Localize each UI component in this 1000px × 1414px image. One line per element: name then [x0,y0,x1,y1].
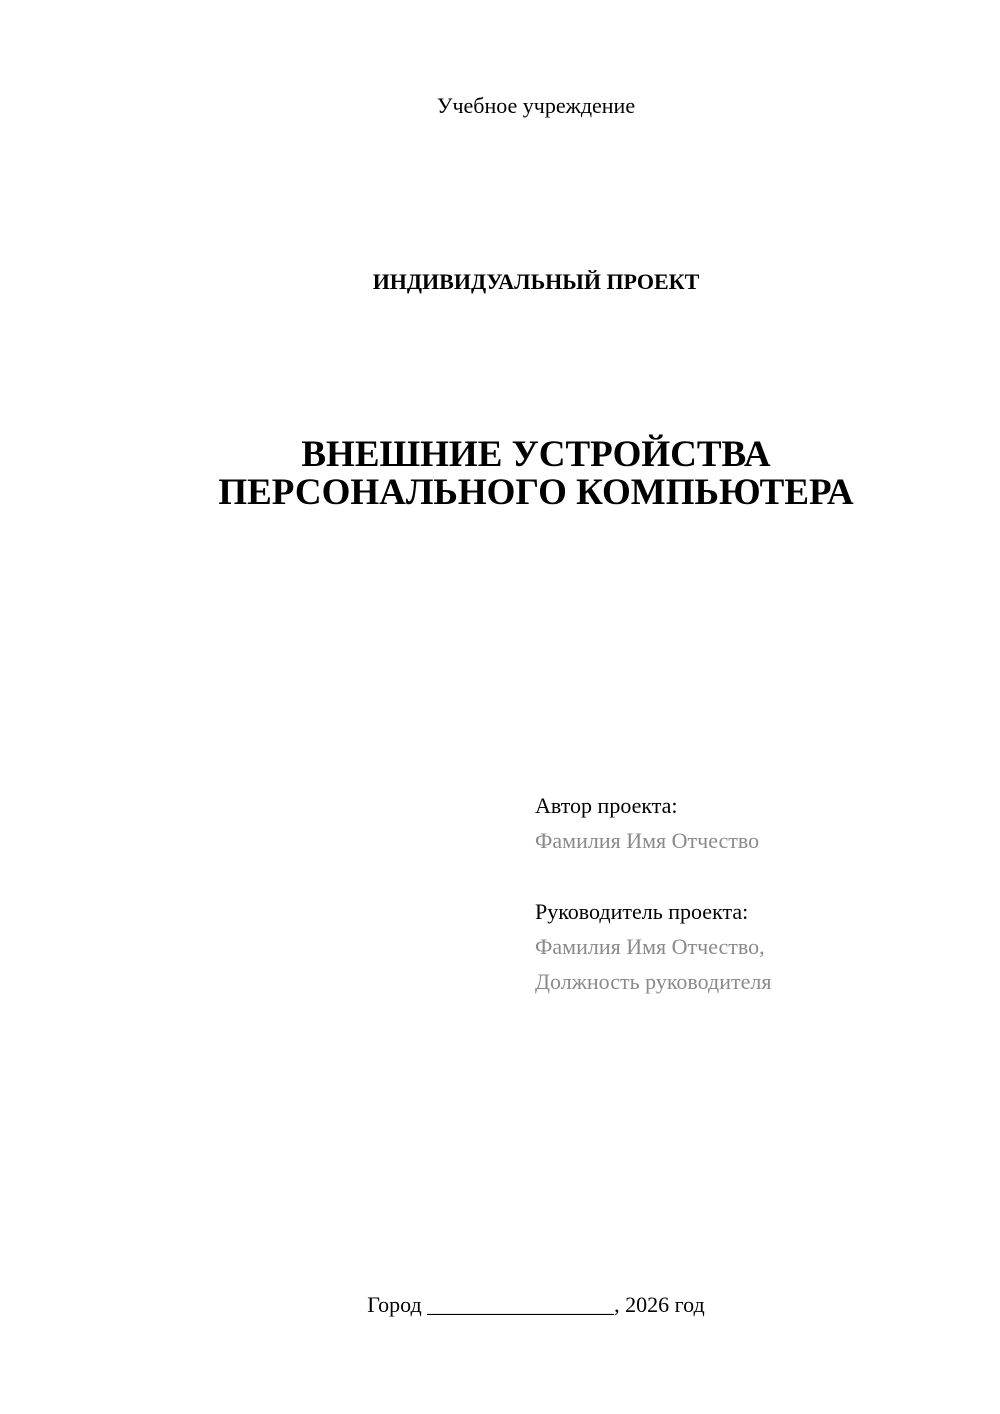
supervisor-position-placeholder: Должность руководителя [535,969,772,994]
institution-name: Учебное учреждение [436,93,636,118]
city-year-line: Город _________________, 2026 год [367,1292,705,1317]
meta-spacer [535,858,771,894]
project-meta-block [535,788,771,999]
project-title-line-1: ВНЕШНИЕ УСТРОЙСТВА [301,434,771,475]
author-name-placeholder: Фамилия Имя Отчество [535,828,760,853]
project-title [0,436,1000,512]
supervisor-name-placeholder: Фамилия Имя Отчество, [535,934,765,959]
author-label: Автор проекта: [535,793,678,818]
project-title-line-2: ПЕРСОНАЛЬНОГО КОМПЬЮТЕРА [218,472,854,513]
supervisor-label: Руководитель проекта: [535,899,749,924]
document-type: ИНДИВИДУАЛЬНЫЙ ПРОЕКТ [372,269,700,294]
